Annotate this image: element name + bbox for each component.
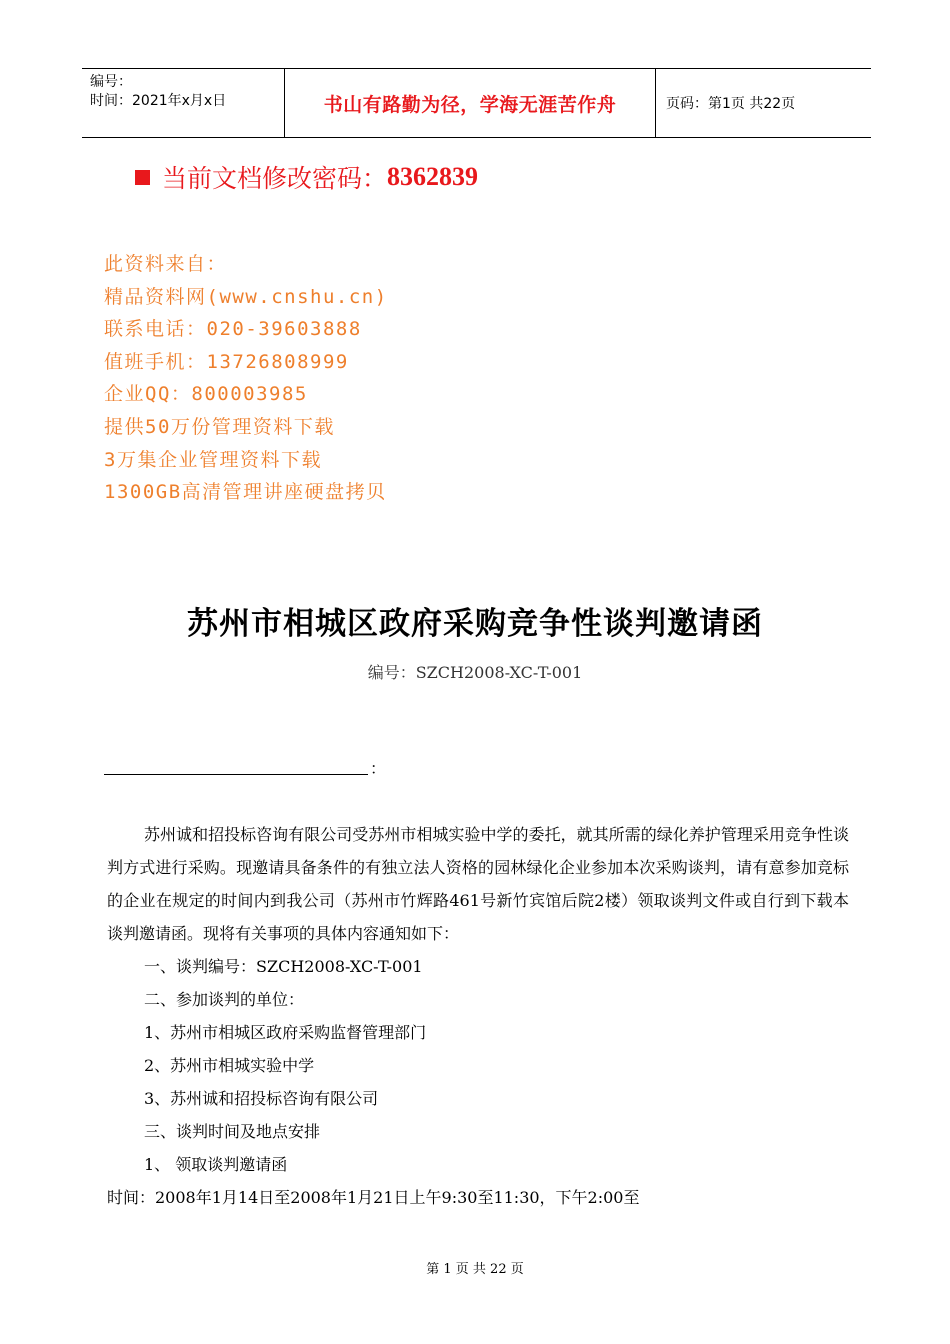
intro-paragraph: 苏州诚和招投标咨询有限公司受苏州市相城实验中学的委托，就其所需的绿化养护管理采用竞争性谈判方式进行采购。现邀请具备条件的有独立法人资格的园林绿化企业参加本次采购谈判，请有意参加竞标的企业在规定的时间内到我公司（苏州市竹辉路461号新竹宾馆后院2楼）领取谈判文件或自行到下载本谈判邀请函。现将有关事项的具体内容通知如下： [107,825,849,943]
header-motto-cell [284,69,656,137]
password-line [135,160,478,194]
source-line: 企业QQ：800003985 [104,383,308,406]
list-item: 3、苏州诚和招投标咨询有限公司 [144,1089,379,1108]
source-line: 提供50万份管理资料下载 [104,415,335,438]
square-bullet-icon [135,170,150,185]
header-page-cell [656,69,871,137]
list-item: 三、谈判时间及地点安排 [144,1122,321,1141]
page-info: 页码：第1页 共22页 [666,96,796,112]
number-label: 编号： [90,74,132,90]
list-item: 1、 领取谈判邀请函 [144,1155,288,1174]
source-info-block [104,248,388,509]
source-line: 联系电话：020-39603888 [104,318,362,341]
time-label: 时间：2021年x月x日 [90,93,227,109]
document-body [107,818,849,1214]
header-table [82,68,871,138]
password-label: 当前文档修改密码： [162,164,388,193]
source-line: 1300GB高清管理讲座硬盘拷贝 [104,481,387,504]
source-line: 3万集企业管理资料下载 [104,448,322,471]
document-title: 苏州市相城区政府采购竞争性谈判邀请函 [187,606,763,642]
document-number: 编号：SZCH2008-XC-T-001 [367,663,583,682]
addressee-blank-line [104,754,368,775]
source-line: 此资料来自： [104,253,228,275]
time-line: 时间：2008年1月14日至2008年1月21日上午9:30至11:30，下午2:00至 [107,1188,640,1207]
list-item: 二、参加谈判的单位： [144,990,305,1009]
list-item: 2、苏州市相城实验中学 [144,1056,315,1075]
header-meta-cell [82,69,284,137]
motto-text: 书山有路勤为径，学海无涯苦作舟 [323,93,617,116]
page-footer: 第 1 页 共 22 页 [426,1262,524,1277]
list-item: 一、谈判编号：SZCH2008-XC-T-001 [144,957,423,976]
source-line: 精品资料网(www.cnshu.cn) [104,285,388,308]
password-code: 8362839 [387,162,479,191]
addressee-colon: ： [370,759,387,778]
list-item: 1、苏州市相城区政府采购监督管理部门 [144,1023,427,1042]
source-line: 值班手机：13726808999 [104,350,349,373]
